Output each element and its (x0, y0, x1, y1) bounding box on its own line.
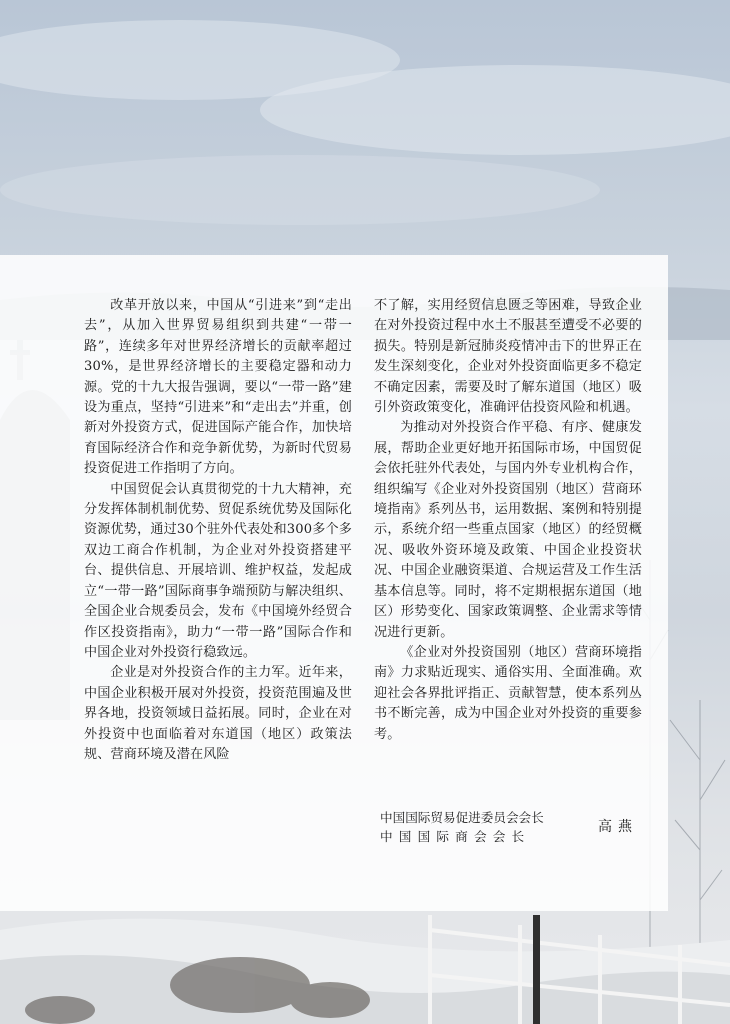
paragraph: 改革开放以来，中国从“引进来”到“走出去”，从加入世界贸易组织到共建“一带一路”，连续多年对世界经济增长的贡献率超过30%，是世界经济增长的主要稳定器和动力源。党的十九大报告强调，要以“一带一路”建设为重点，坚持“引进来”和“走出去”并重，创新对外投资方式，促进国际产能合作，加快培育国际经济合作和竞争新优势，为新时代贸易投资促进工作指明了方向。 (84, 298, 352, 477)
signature-block (380, 808, 640, 846)
paragraph: 《企业对外投资国别（地区）营商环境指南》力求贴近现实、通俗实用、全面准确。欢迎社会各界批评指正、贡献智慧，使本系列丛书不断完善，成为中国企业对外投资的重要参考。 (374, 644, 642, 742)
paragraph: 为推动对外投资合作平稳、有序、健康发展，帮助企业更好地开拓国际市场，中国贸促会依托驻外代表处，与国内外专业机构合作，组织编写《企业对外投资国别（地区）营商环境指南》系列丛书，运用数据、案例和特别提示，系统介绍一些重点国家（地区）的经贸概况、吸收外资环境及政策、中国企业投资状况、中国企业融资渠道、合规运营及工作生活基本信息等。同时，将不定期根据东道国（地区）形势变化、国家政策调整、企业需求等情况进行更新。 (374, 420, 642, 640)
paragraph: 企业是对外投资合作的主力军。近年来，中国企业积极开展对外投资，投资范围遍及世界各地，投资领域日益拓展。同时，企业在对外投资中也面临着对东道国（地区）政策法规、营商环境及潜在风险 (84, 665, 352, 762)
signature-title: 中国国际贸易促进委员会会长 (380, 810, 544, 825)
article-right-column (374, 296, 642, 745)
paragraph: 不了解，实用经贸信息匮乏等困难，导致企业在对外投资过程中水土不服甚至遭受不必要的损失。特别是新冠肺炎疫情冲击下的世界正在发生深刻变化，企业对外投资面临更多不稳定不确定因素，需要及时了解东道国（地区）吸引外资政策变化，准确评估投资风险和机遇。 (374, 298, 642, 416)
signature-name: 高燕 (598, 819, 638, 835)
signature-title: 中国国际商会会长 (380, 829, 531, 844)
article-left-column (84, 296, 352, 765)
paragraph: 中国贸促会认真贯彻党的十九大精神，充分发挥体制机制优势、贸促系统优势及国际化资源优势，通过30个驻外代表处和300多个多双边工商合作机制，为企业对外投资搭建平台、提供信息、开展培训、维护权益，发起成立“一带一路”国际商事争端预防与解决组织、全国企业合规委员会，发布《中国境外经贸合作区投资指南》，助力“一带一路”国际合作和中国企业对外投资行稳致远。 (84, 481, 352, 660)
